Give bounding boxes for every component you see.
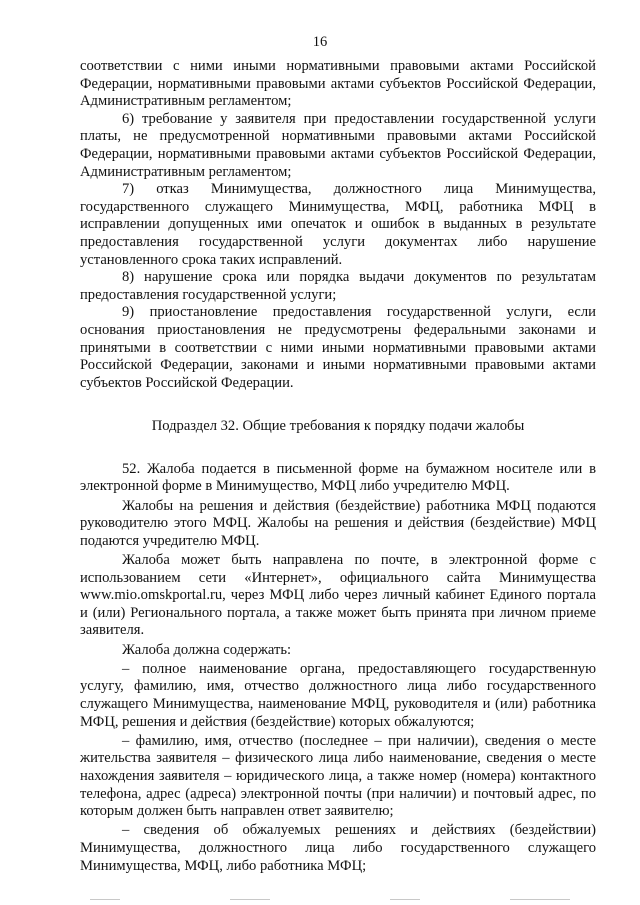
- list-item-8: 8) нарушение срока или порядка выдачи документов по результатам предоставления государственной услуги;: [80, 269, 596, 303]
- paragraph-52: 52. Жалоба подается в письменной форме на бумажном носителе или в электронной форме в Минимущество, МФЦ либо учредителю МФЦ.: [80, 460, 596, 495]
- list-item-7: 7) отказ Минимущества, должностного лица Минимущества, государственного служащего Минимущества, МФЦ, работника МФЦ в исправлении допущенных ими опечаток и ошибок в выданных в результате предоставления государственной услуги документах либо нарушение установленного срока таких исправлений.: [80, 181, 596, 268]
- bullet-appealed-decisions: – сведения об обжалуемых решениях и действиях (бездействии) Минимущества, должностного лица либо государственного служащего Минимущества, МФЦ, либо работника МФЦ;: [80, 822, 596, 874]
- paragraph-continuation: соответствии с ними иными нормативными правовыми актами Российской Федерации, нормативными правовыми актами субъектов Российской Федерации, Административным регламентом;: [80, 58, 596, 110]
- paragraph-submission-channels: Жалоба может быть направлена по почте, в электронной форме с использованием сети «Интернет», официального сайта Минимущества www.mio.omskportal.ru, через МФЦ либо через личный кабинет Единого портала и (или) Регионального портала, а также может быть принята при личном приеме заявителя.: [80, 552, 596, 639]
- list-item-9: 9) приостановление предоставления государственной услуги, если основания приостановления не предусмотрены федеральными законами и принятыми в соответствии с ними иными нормативными правовыми актами Российской Федерации, законами и иными нормативными правовыми актами субъектов Российской Федерации.: [80, 304, 596, 391]
- document-body: [80, 58, 596, 875]
- bullet-applicant-details: – фамилию, имя, отчество (последнее – при наличии), сведения о месте жительства заявителя – физического лица либо наименование, сведения о месте нахождения заявителя – юридического лица, а также номер (номера) контактного телефона, адрес (адреса) электронной почты (при наличии) и почтовый адрес, по которым должен быть направлен ответ заявителю;: [80, 732, 596, 820]
- scan-edge-artifacts: [90, 897, 590, 903]
- paragraph-contents-intro: Жалоба должна содержать:: [122, 641, 292, 658]
- paragraph-mfc-complaints: Жалобы на решения и действия (бездействие) работника МФЦ подаются руководителю этого МФЦ. Жалобы на решения и действия (бездействие) МФЦ подаются учредителю МФЦ.: [80, 497, 596, 549]
- bullet-authority-name: – полное наименование органа, предоставляющего государственную услугу, фамилию, имя, отчество должностного лица либо государственного служащего Минимущества, наименование МФЦ, руководителя и (или) работника МФЦ, решения и действия (бездействие) которых обжалуются;: [80, 660, 596, 730]
- page-number: 16: [312, 34, 328, 50]
- section-title: Подраздел 32. Общие требования к порядку подачи жалобы: [151, 418, 525, 435]
- list-item-6: 6) требование у заявителя при предоставлении государственной услуги платы, не предусмотренной нормативными правовыми актами Российской Федерации, нормативными правовыми актами субъектов Российской Федерации, Административным регламентом;: [80, 110, 596, 180]
